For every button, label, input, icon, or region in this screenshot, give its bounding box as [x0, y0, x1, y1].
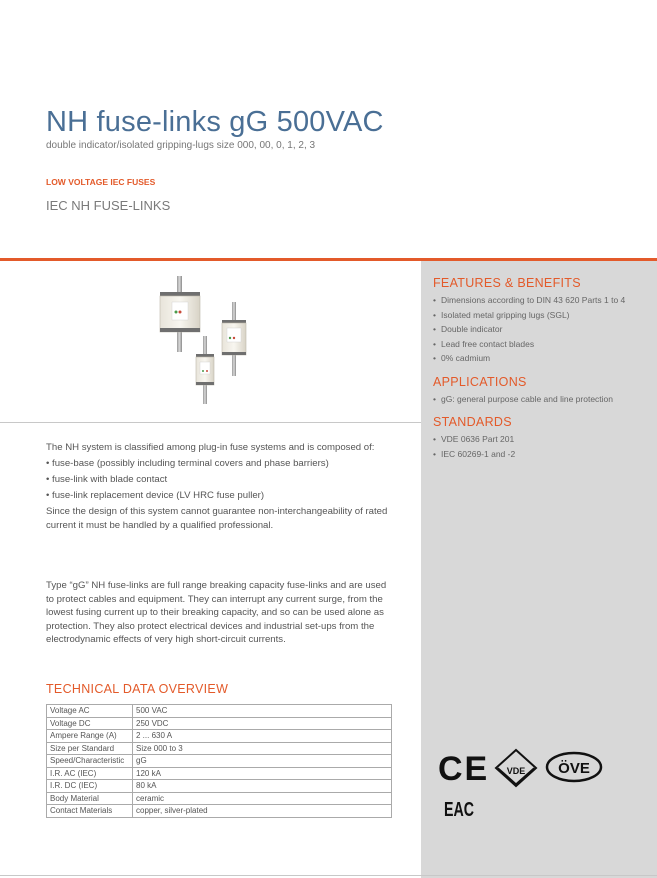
list-item: • IEC 60269-1 and -2	[433, 449, 643, 461]
spec-value: 120 kA	[133, 767, 392, 780]
system-description	[46, 441, 396, 533]
fuse-link-small	[196, 336, 214, 404]
standards-list	[433, 434, 643, 460]
list-item: • fuse-link with blade contact	[46, 473, 396, 487]
page-title: NH fuse-links gG 500VAC	[46, 106, 384, 138]
spec-value: 250 VDC	[133, 717, 392, 730]
spec-label: Contact Materials	[47, 805, 133, 818]
certification-logos	[436, 746, 626, 822]
spec-value: gG	[133, 755, 392, 768]
note-text: Since the design of this system cannot guarantee non-interchangeability of rated current it must be handled by a qualified professional.	[46, 506, 388, 531]
sidebar-content	[433, 276, 643, 470]
list-item: • fuse-link replacement device (LV HRC fuse puller)	[46, 489, 396, 503]
spec-label: Voltage AC	[47, 705, 133, 718]
spec-value: copper, silver-plated	[133, 805, 392, 818]
list-item: • VDE 0636 Part 201	[433, 434, 643, 446]
spec-label: I.R. AC (IEC)	[47, 767, 133, 780]
table-row	[47, 730, 392, 743]
spec-value: 500 VAC	[133, 705, 392, 718]
ce-mark	[438, 750, 489, 788]
list-item: • 0% cadmium	[433, 353, 643, 365]
fuse-link-medium	[222, 302, 246, 376]
category-label: LOW VOLTAGE IEC FUSES	[46, 177, 156, 187]
gg-description: Type “gG” NH fuse-links are full range breaking capacity fuse-links and are used to protect cables and equipment. They can interrupt any current surge, from the lowest fusing current up to their breaking capacity, and so can be used alone as protection. They also protect electrical devices and industrial set-ups from the electrodynamic effects of very high short-circuit currents.	[46, 580, 387, 646]
technical-data-table	[46, 704, 392, 818]
table-row	[47, 780, 392, 793]
spec-label: I.R. DC (IEC)	[47, 780, 133, 793]
list-item: • Isolated metal gripping lugs (SGL)	[433, 310, 643, 322]
ove-mark	[547, 753, 601, 781]
product-family-label: IEC NH FUSE-LINKS	[46, 198, 171, 213]
spec-label: Speed/Characteristic	[47, 755, 133, 768]
list-item: • fuse-base (possibly including terminal covers and phase barriers)	[46, 457, 396, 471]
list-item: • Double indicator	[433, 324, 643, 336]
spec-value: ceramic	[133, 792, 392, 805]
table-row	[47, 805, 392, 818]
spec-value: 2 ... 630 A	[133, 730, 392, 743]
section-divider	[0, 422, 421, 423]
spec-label: Body Material	[47, 792, 133, 805]
ove-mark-text: ÖVE	[558, 760, 590, 777]
vde-mark	[496, 750, 536, 786]
ce-mark-text: CE	[438, 750, 490, 788]
standards-heading: STANDARDS	[433, 415, 512, 429]
technical-data-heading: TECHNICAL DATA OVERVIEW	[46, 682, 229, 696]
table-row	[47, 755, 392, 768]
list-item: • gG: general purpose cable and line protection	[433, 394, 643, 406]
eac-mark-text: EAC	[444, 799, 474, 821]
spec-label: Ampere Range (A)	[47, 730, 133, 743]
table-row	[47, 792, 392, 805]
page-subtitle: double indicator/isolated gripping-lugs size 000, 00, 0, 1, 2, 3	[46, 140, 316, 151]
fuse-links-image	[150, 272, 260, 407]
features-list	[433, 295, 643, 365]
features-heading: FEATURES & BENEFITS	[433, 276, 581, 290]
table-row	[47, 705, 392, 718]
spec-label: Voltage DC	[47, 717, 133, 730]
fuse-link-large	[160, 276, 200, 352]
table-row	[47, 742, 392, 755]
vde-mark-text: VDE	[506, 766, 526, 776]
list-item: • Lead free contact blades	[433, 339, 643, 351]
table-row	[47, 767, 392, 780]
spec-value: Size 000 to 3	[133, 742, 392, 755]
bottom-divider	[0, 875, 657, 876]
applications-list	[433, 394, 643, 406]
table-row	[47, 717, 392, 730]
list-item: • Dimensions according to DIN 43 620 Parts 1 to 4	[433, 295, 643, 307]
spec-value: 80 kA	[133, 780, 392, 793]
spec-label: Size per Standard	[47, 742, 133, 755]
intro-text: The NH system is classified among plug-in fuse systems and is composed of:	[46, 442, 375, 453]
eac-mark	[444, 799, 474, 821]
applications-heading: APPLICATIONS	[433, 374, 527, 389]
components-list	[46, 457, 396, 503]
